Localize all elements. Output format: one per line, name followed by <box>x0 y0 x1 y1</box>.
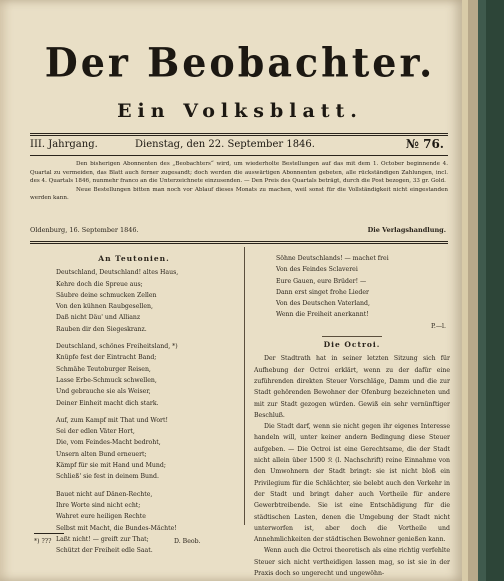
book-binding <box>486 0 504 581</box>
poem-line: Kämpf für sie mit Hand und Mund; <box>56 462 166 470</box>
poem-line: Wenn die Freiheit anerkannt! <box>276 311 369 319</box>
article-paragraph: Wenn auch die Octroi theoretisch als eine richtig verfehlte Steuer sich nicht vertheidigen lassen mag, so ist sie in der Praxis doch so ungerecht und ungewöhn- <box>254 547 450 578</box>
poem-line: Söhne Deutschlands! — machet frei <box>276 255 389 262</box>
poem-line: Schützt der Freiheit edle Saat. <box>56 547 153 555</box>
poem-line: Deutschland, schönes Freiheitsland, *) <box>56 343 178 351</box>
notice-place-date: Oldenburg, 16. September 1846. <box>30 226 139 234</box>
subscription-notice <box>30 160 448 203</box>
article-body <box>254 353 450 579</box>
article-rule <box>322 336 382 337</box>
footnote-rule <box>34 533 64 534</box>
header-rule <box>30 155 448 156</box>
right-column <box>254 253 450 579</box>
poem-line: Deutschland, Deutschland! altes Haus, <box>56 269 179 277</box>
poem-signature: P.—l. <box>430 322 446 330</box>
poem-line: Von des Feindes Sclaverei <box>276 266 358 274</box>
notice-signature: Die Verlagshandlung. <box>367 226 446 234</box>
poem-line: Von des Deutschen Vaterland, <box>276 300 370 308</box>
poem-line: Bauet nicht auf Dänen-Rechte, <box>56 490 153 498</box>
volume-label: III. Jahrgang. <box>30 139 98 150</box>
poem-line: Deiner Einheit macht dich stark. <box>56 399 159 407</box>
issue-date: Dienstag, den 22. September 1846. <box>135 139 315 150</box>
footnote-mark: *) ??? <box>34 538 52 545</box>
poem-line: Kehre doch die Spreue aus; <box>56 280 143 288</box>
poem-line: Dann erst singet frohe Lieder <box>276 288 369 296</box>
page-edge <box>468 0 478 581</box>
poem-line: Daß nicht Däu' und Allianz <box>56 314 141 322</box>
book-binding <box>478 0 486 581</box>
poem-line: Von den kühnen Raubgesellen, <box>56 303 153 311</box>
poem-title: An Teutonien. <box>98 254 170 263</box>
column-separator <box>244 247 245 525</box>
poem-line: Eure Gauen, eure Brüder! — <box>276 277 367 285</box>
footnote-author: D. Beob. <box>174 538 201 545</box>
notice-paragraph: Neue Bestellungen bitten man noch vor Ablauf dieses Monats zu machen, weil sonst für die Vollständigkeit nicht eingestanden werden kann. <box>30 186 448 202</box>
section-rule <box>30 241 448 242</box>
poem-line: Schmähe Teutoburger Reisen, <box>56 365 151 373</box>
poem-line: Säubre deine schmucken Zellen <box>56 291 157 299</box>
poem-line: Unsern alten Bund erneuert; <box>56 450 147 458</box>
poem-continuation <box>254 253 450 321</box>
article-paragraph: Die Stadt darf, wenn sie nicht gegen ihr eigenes Interesse handeln will, unter keiner andern Bedingung diese Steuer aufgeben. — Die Octroi ist eine Gerechtsame, die der Stadt nicht allein über 1500 ℛ (l. Nachschrift) reine Einnahme von den Umwohnern der Stadt bringt: sie ist nicht bloß ein Privilegium für die Schlächter, sie belebt auch den Verkehr in der Stadt und bringt daher auch Vortheile für andere Gewerbtreibende. Sie ist eine Entschädigung für die städtischen Lasten, denen die Umgebung der Stadt nicht unterworfen ist, aber doch die Vortheile und Annehmlichkeiten der städtischen Bewohner genießen kann. <box>254 423 450 544</box>
poem-line: Die, vom Feindes-Macht bedroht, <box>56 439 161 447</box>
header-rule <box>30 133 448 134</box>
poem-line: Auf, zum Kampf mit That und Wort! <box>56 416 168 424</box>
poem-body <box>34 267 234 556</box>
issue-number: № 76. <box>405 137 444 151</box>
poem-line: Schließ' sie fest in deinem Bund. <box>56 473 159 481</box>
article-paragraph: Der Stadtrath hat in seiner letzten Sitzung sich für Aufhebung der Octroi erklärt, wenn zu der dafür eine zuführenden direkten Steuer Vorschläge, Damm und die zur Stadt gehörenden Bewohner der Ofenburg bezeichneten und mit zur Stadt gezogen würden. Gewiß ein sehr vernünftiger Beschluß. <box>254 355 450 419</box>
notice-paragraph: Den bisherigen Abonnenten des „Beobachters“ wird, um wiederholte Bestellungen auf das mit dem 1. October beginnende 4. Quartal zu vermeiden, das Blatt auch ferner zugesandt; doch werden die auswärtigen Abonnenten gebeten, alle rückständigen Zahlungen, incl. des 4. Quartals 1846, nunmehr franco an die Unterzeichnete einzusenden. — Den Preis des Quartals beträgt, durch die Post bezogen, 33 gr. Gold. <box>30 161 448 185</box>
poem-line: Knüpfe fest der Eintracht Band; <box>56 354 157 362</box>
masthead-subtitle: Ein Volksblatt. <box>117 100 363 122</box>
poem-line: Laßt nicht! — greift zur That; <box>56 535 149 543</box>
poem-line: Selbst mit Macht, die Bundes-Mächte! <box>56 524 177 532</box>
poem-line: Lasse Erbe-Schmuck schwellen, <box>56 376 157 384</box>
article-title: Die Octroi. <box>323 340 381 350</box>
left-column <box>34 253 234 556</box>
header-rule <box>30 135 448 136</box>
poem-line: Ihre Worte sind nicht echt; <box>56 501 141 509</box>
poem-line: Rauben dir den Siegeskranz. <box>56 325 147 333</box>
issue-info-bar <box>30 139 448 155</box>
section-rule <box>30 243 448 244</box>
masthead-title: Der Beobachter. <box>44 38 436 87</box>
poem-line: Und gebrauche sie als Weiser, <box>56 388 151 396</box>
poem-line: Sei der edlen Väter Hort, <box>56 428 135 436</box>
poem-line: Wahret eure heiligen Rechte <box>56 513 146 521</box>
